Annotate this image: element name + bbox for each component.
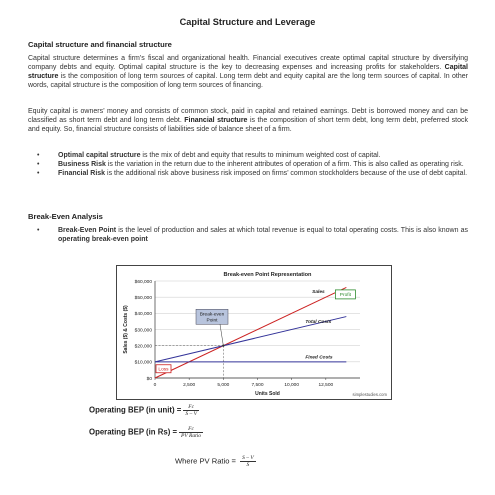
formula-bep-units: Operating BEP (in unit) = $\frac{Fc}{S - V}$ — [89, 404, 197, 417]
paragraph-capital-structure: Capital structure determines a firm’s fiscal and organizational health. Financial executives create optimal capital structure by diversifying company debts and equity. Optimal capital structure is the key to decreasing expenses and increasing profits for stakeholders. Capital structure is the composition of long term sources of capital. Long term debt and equity capital are the long term sources of capital. In other words, capital structure is the composition of long term sources of financing. — [28, 55, 468, 89]
series-line-sales — [155, 287, 346, 378]
series-label-sales: Sales — [312, 290, 325, 296]
bep-callout-pointer — [220, 324, 223, 345]
x-tick-label: 0 — [153, 383, 157, 388]
x-tick-label: 10,000 — [284, 383, 300, 388]
section-heading-capital-structure: Capital structure and financial structure — [28, 40, 172, 49]
section-heading-break-even: Break-Even Analysis — [28, 212, 103, 221]
bep-callout-label-1: Break-even — [199, 312, 225, 318]
x-tick-label: 12,500 — [318, 383, 334, 388]
profit-label: Profit — [339, 293, 352, 299]
formula-bep-rupees: Operating BEP (in Rs) = $\frac{Fc}{\text{PV Ratio}}$ — [89, 426, 201, 439]
y-tick-label: $0 — [146, 376, 152, 382]
list-item: • Break-Even Point is the level of production and sales at which total revenue is equal to total operating costs. This is also known as operating break-even point — [37, 227, 469, 243]
bullet-icon: • — [37, 152, 40, 159]
series-label-fixed-costs: Fixed Costs — [305, 355, 333, 361]
list-item: • Financial Risk is the additional risk above business risk imposed on firms’ common stockholders because of the use of debt capital. — [37, 169, 468, 177]
y-axis-label: Sales ($) & Costs ($) — [123, 305, 129, 354]
break-even-chart — [116, 265, 392, 400]
x-tick-label: 7,500 — [251, 383, 264, 388]
series-label-total-costs: Total Costs — [305, 320, 332, 326]
chart-watermark: simplestudies.com — [352, 392, 387, 397]
y-tick-label: $30,000 — [134, 328, 152, 334]
y-tick-label: $20,000 — [134, 344, 152, 350]
list-item: • Optimal capital structure is the mix of debt and equity that results to minimum weighted cost of capital. — [37, 152, 381, 159]
bullet-icon: • — [37, 160, 40, 168]
fraction: $\frac{Fc}{\text{PV Ratio}}$ — [181, 426, 201, 439]
y-tick-label: $10,000 — [134, 360, 152, 366]
bep-callout-label-2: Point — [206, 318, 218, 324]
list-item: • Business Risk is the variation in the return due to the inherent attributes of operation of a firm. This is also called as operating risk. — [37, 160, 464, 168]
x-axis-label: Units Sold — [255, 391, 280, 397]
bullet-icon: • — [37, 227, 40, 234]
fraction: $\frac{S - V}{S}$ — [242, 455, 254, 468]
paragraph-financial-structure: Equity capital is owners’ money and consists of common stock, paid in capital and retained earnings. Debt is borrowed money and can be classified as short term debt and long term debt. Financial structure is the composition of short term debt, long term debt, preferred stock and equity. So, financial structure consists of liabilities side of balance sheet of a firm. — [28, 108, 468, 133]
bullet-icon: • — [37, 169, 40, 177]
bep-bullet-list — [28, 227, 468, 245]
y-tick-label: $50,000 — [134, 295, 152, 301]
formula-pv-ratio: Where PV Ratio = $\frac{S - V}{S}$ — [175, 455, 254, 468]
loss-label: Loss — [158, 367, 169, 373]
x-tick-label: 5,000 — [217, 383, 230, 388]
chart-title: Break-even Point Representation — [223, 272, 312, 278]
break-even-chart-svg — [117, 266, 391, 399]
page-title: Capital Structure and Leverage — [179, 17, 316, 27]
y-tick-label: $60,000 — [134, 279, 152, 285]
fraction: $\frac{Fc}{S - V}$ — [185, 404, 197, 417]
y-tick-label: $40,000 — [134, 312, 152, 318]
risk-bullet-list — [28, 152, 468, 179]
x-tick-label: 2,500 — [183, 383, 196, 388]
